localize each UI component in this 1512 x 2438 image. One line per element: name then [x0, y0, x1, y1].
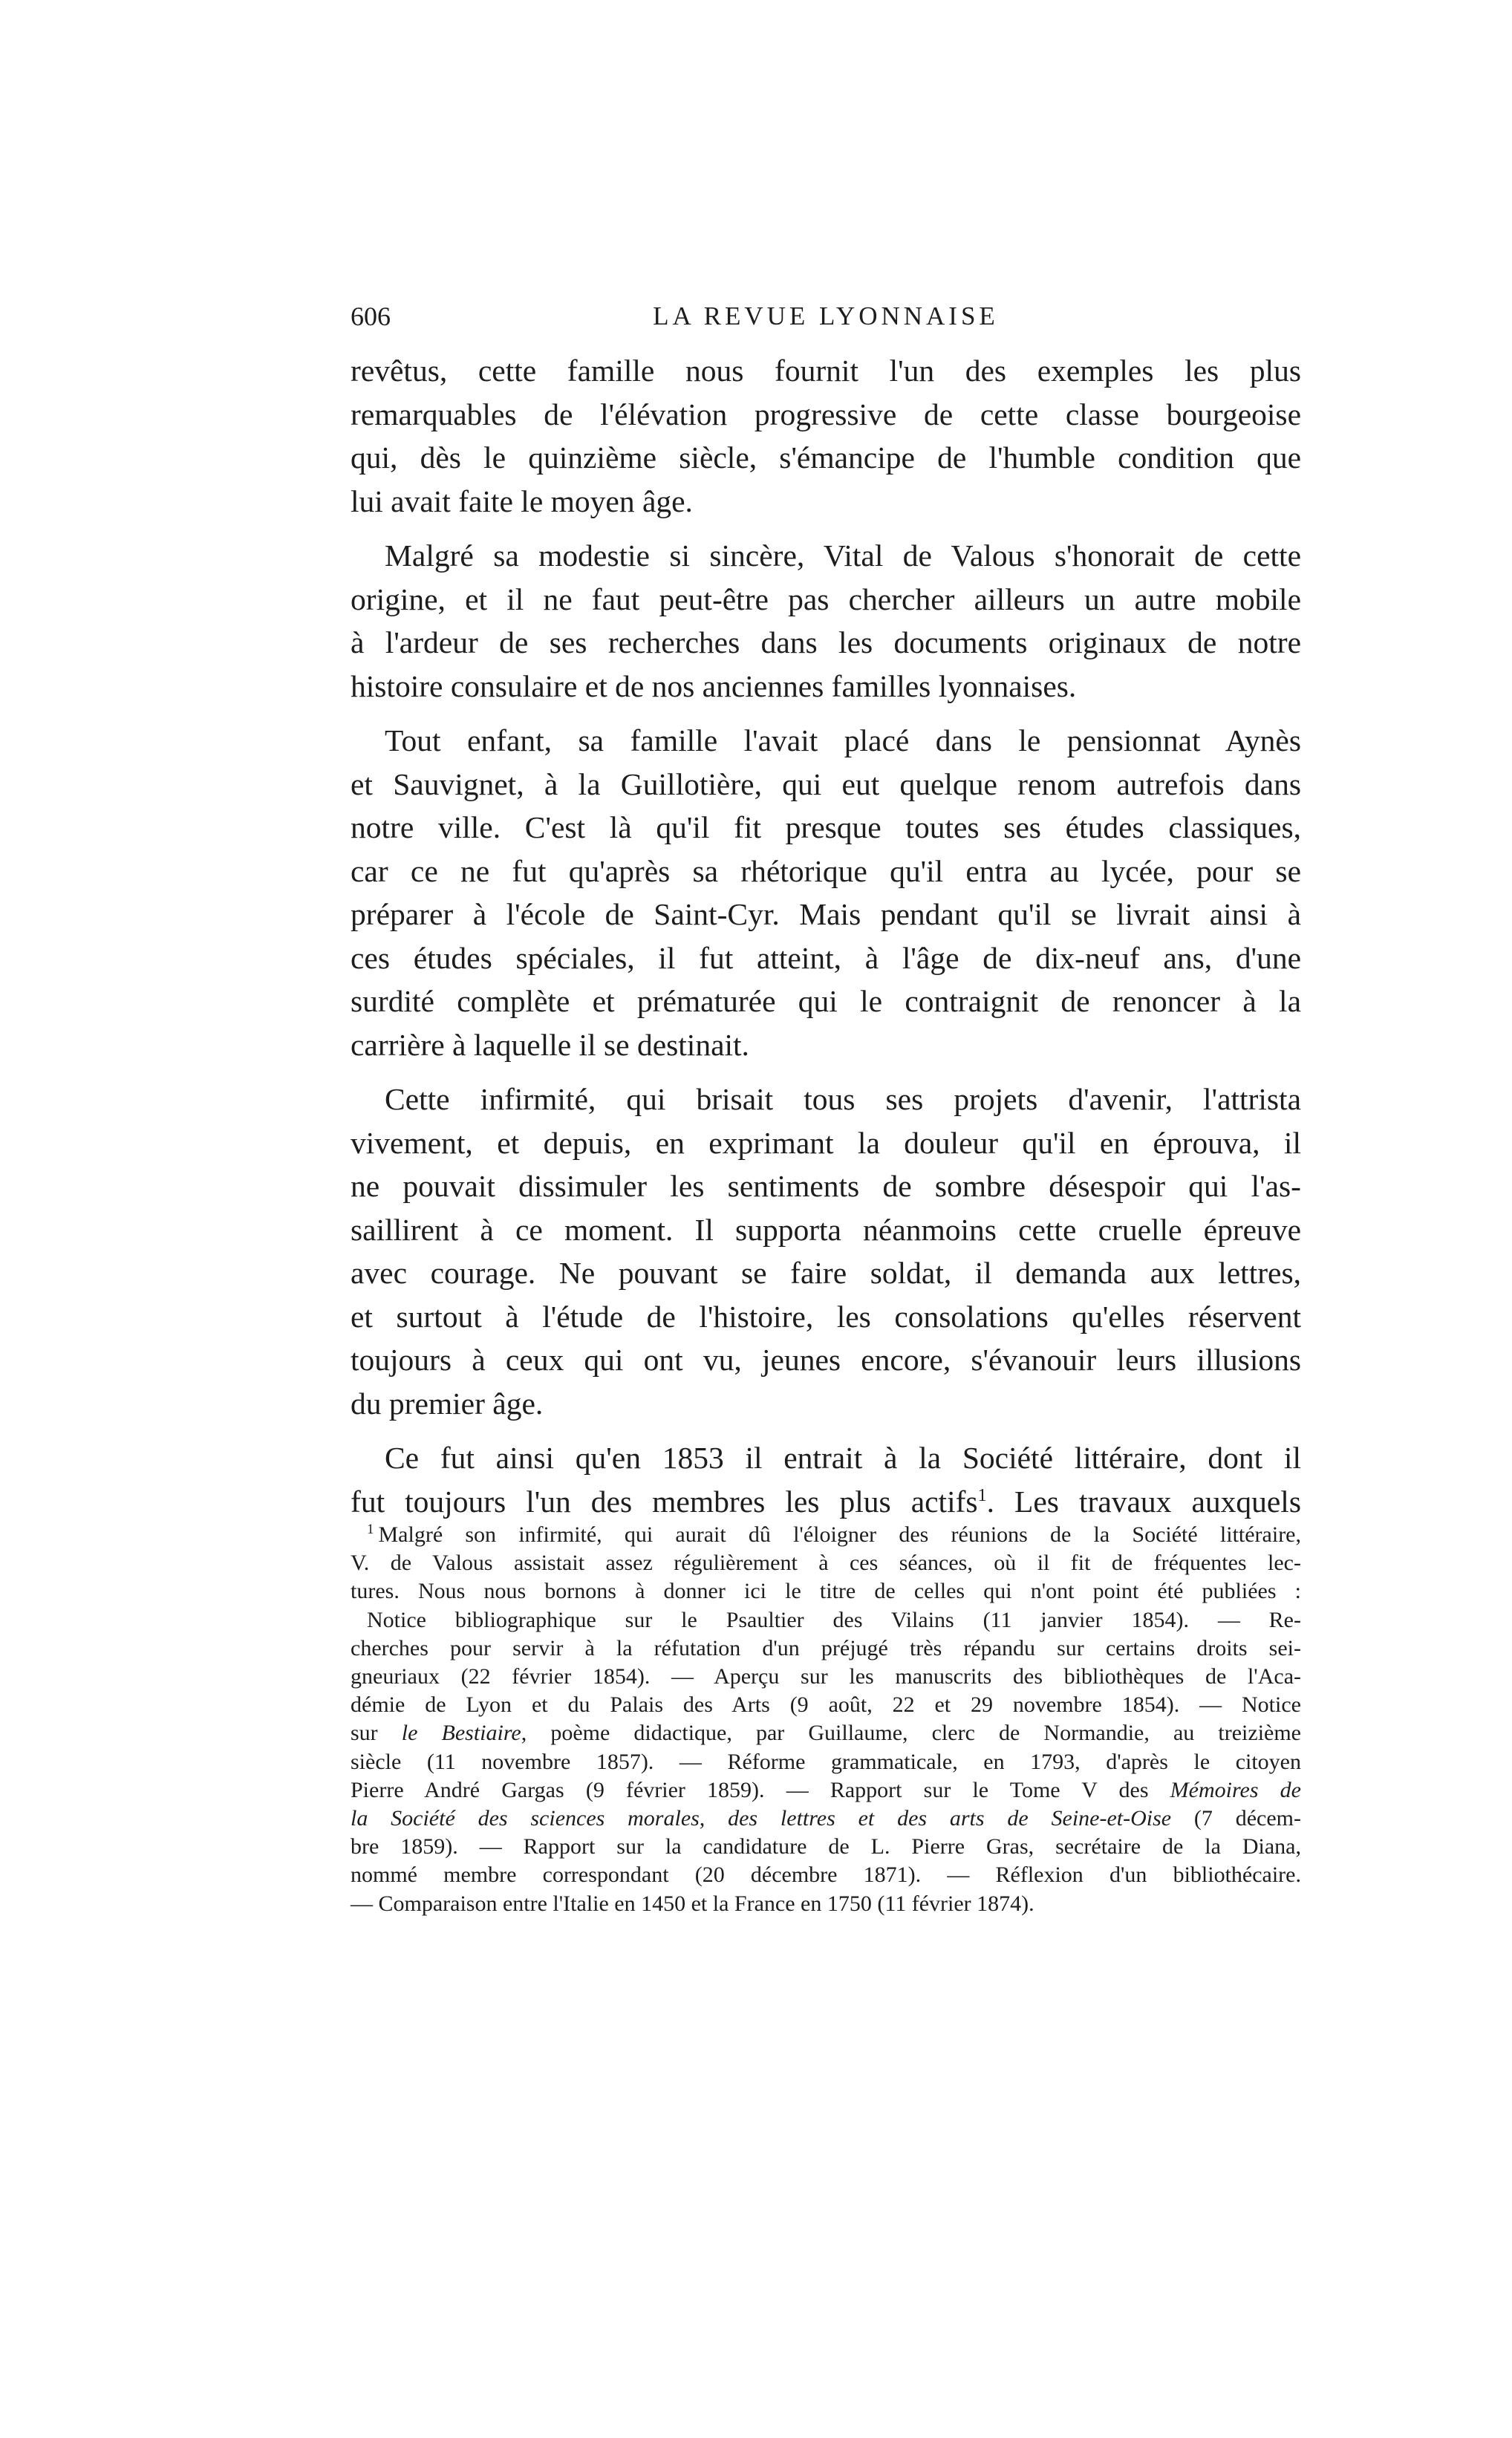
text-line: du premier âge. [351, 1386, 544, 1421]
footnote-line: bre 1859). — Rapport sur la candidature de L. Pierre Gras, secrétaire de la Diana, [351, 1834, 1301, 1860]
page-number: 606 [351, 302, 391, 331]
footnote-reference: 1 [977, 1485, 987, 1505]
text-line: surdité complète et prématurée qui le contraignit de renoncer à la [351, 984, 1301, 1018]
footnote-line: siècle (11 novembre 1857). — Réforme grammaticale, en 1793, d'après le citoyen [351, 1749, 1301, 1774]
paragraph-4 [351, 1078, 1301, 1425]
italic-title: le Bestiaire [401, 1721, 521, 1746]
footnote-line [351, 1776, 1301, 1805]
text-line: Cette infirmité, qui brisait tous ses projets d'avenir, l'attrista [385, 1082, 1301, 1116]
text-line: Malgré sa modestie si sincère, Vital de Valous s'honorait de cette [385, 538, 1301, 573]
footnote-mark: 1 [367, 1522, 374, 1537]
footnote-line-part: (7 décem- [1171, 1806, 1301, 1831]
text-line-part: fut toujours l'un des membres les plus actifs [351, 1484, 978, 1519]
text-line: notre ville. C'est là qu'il fit presque toutes ses études classiques, [351, 810, 1301, 844]
text-line: remarquables de l'élévation progressive de cette classe bourgeoise [351, 397, 1301, 431]
text-line: carrière à laquelle il se destinait. [351, 1027, 749, 1062]
text-line: lui avait faite le moyen âge. [351, 483, 693, 518]
footnote-line-part: sur [351, 1721, 402, 1746]
text-line: ces études spéciales, il fut atteint, à l'âge de dix-neuf ans, d'une [351, 940, 1301, 975]
italic-title: la Société des sciences morales, des lettres et des arts de Seine-et-Oise [351, 1806, 1172, 1831]
footnote-line: démie de Lyon et du Palais des Arts (9 août, 22 et 29 novembre 1854). — Notice [351, 1692, 1301, 1718]
footnote-line: V. de Valous assistait assez régulièrement à ces séances, où il fit de fréquentes lec- [351, 1551, 1301, 1576]
text-line: Ce fut ainsi qu'en 1853 il entrait à la Société littéraire, dont il [385, 1441, 1301, 1475]
italic-title: Mémoires de [1170, 1777, 1301, 1802]
journal-title: LA REVUE LYONNAISE [653, 302, 999, 330]
body-text [351, 349, 1301, 1523]
footnote-line [351, 1521, 1301, 1549]
footnote-line [351, 1805, 1301, 1833]
footnote-line-text: Malgré son infirmité, qui aurait dû l'éloigner des réunions de la Société littéraire, [378, 1522, 1301, 1547]
footnote-line: nommé membre correspondant (20 décembre 1871). — Réflexion d'un bibliothécaire. [351, 1862, 1301, 1888]
footnote-line: cherches pour servir à la réfutation d'un préjugé très répandu sur certains droits sei- [351, 1635, 1301, 1660]
paragraph-5 [351, 1436, 1301, 1523]
footnotes [351, 1521, 1301, 1918]
text-line: à l'ardeur de ses recherches dans les documents originaux de notre [351, 625, 1301, 659]
footnote-1 [351, 1521, 1301, 1918]
footnote-line-part: Pierre André Gargas (9 février 1859). — Rapport sur le Tome V des [351, 1777, 1170, 1802]
footnote-line: Notice bibliographique sur le Psaultier des Vilains (11 janvier 1854). — Re- [367, 1607, 1301, 1632]
footnote-line: tures. Nous nous bornons à donner ici le titre de celles qui n'ont point été publiées : [351, 1579, 1301, 1604]
text-line: vivement, et depuis, en exprimant la douleur qu'il en éprouva, il [351, 1125, 1301, 1160]
text-line [351, 1480, 1301, 1524]
paragraph-2 [351, 534, 1301, 708]
footnote-line: — Comparaison entre l'Italie en 1450 et la France en 1750 (11 février 1874). [351, 1891, 1034, 1916]
text-line: saillirent à ce moment. Il supporta néanmoins cette cruelle épreuve [351, 1212, 1301, 1247]
text-line: car ce ne fut qu'après sa rhétorique qu'il entra au lycée, pour se [351, 853, 1301, 888]
text-line: avec courage. Ne pouvant se faire soldat, il demanda aux lettres, [351, 1256, 1301, 1290]
footnote-line-part: , poème didactique, par Guillaume, clerc de Normandie, au treizième [521, 1721, 1301, 1746]
text-line: et surtout à l'étude de l'histoire, les consolations qu'elles réservent [351, 1299, 1301, 1334]
text-line: et Sauvignet, à la Guillotière, qui eut quelque renom autrefois dans [351, 766, 1301, 801]
text-line: préparer à l'école de Saint-Cyr. Mais pendant qu'il se livrait ainsi à [351, 897, 1301, 931]
text-line-part: . Les travaux auxquels [986, 1484, 1301, 1519]
text-line: Tout enfant, sa famille l'avait placé dans le pensionnat Aynès [385, 723, 1301, 757]
text-line: revêtus, cette famille nous fournit l'un des exemples les plus [351, 353, 1301, 388]
text-line: ne pouvait dissimuler les sentiments de sombre désespoir qui l'as- [351, 1169, 1301, 1203]
text-line: qui, dès le quinzième siècle, s'émancipe de l'humble condition que [351, 440, 1301, 475]
paragraph-1 [351, 349, 1301, 523]
text-line: toujours à ceux qui ont vu, jeunes encore, s'évanouir leurs illusions [351, 1343, 1301, 1377]
text-line: histoire consulaire et de nos anciennes familles lyonnaises. [351, 668, 1077, 703]
running-head [351, 296, 1301, 337]
paragraph-3 [351, 719, 1301, 1066]
footnote-line: gneuriaux (22 février 1854). — Aperçu sur les manuscrits des bibliothèques de l'Aca- [351, 1664, 1301, 1689]
text-line: origine, et il ne faut peut-être pas chercher ailleurs un autre mobile [351, 581, 1301, 616]
footnote-line [351, 1719, 1301, 1747]
